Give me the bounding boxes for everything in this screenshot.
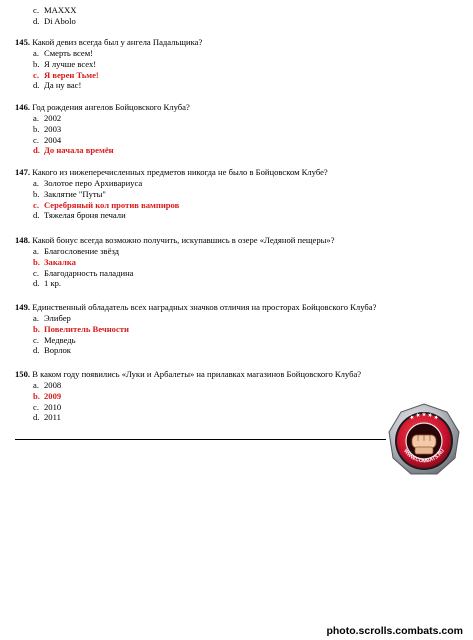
answer-text: Я верен Тьме! xyxy=(44,69,99,80)
answer-letter: b. xyxy=(33,58,40,69)
answer-text: 2008 xyxy=(44,380,62,390)
question-149 xyxy=(15,302,455,356)
answer-text: Закалка xyxy=(44,256,76,267)
answer-item xyxy=(15,124,455,135)
answer-text: 2011 xyxy=(44,412,61,423)
answer-text: Повелитель Вечности xyxy=(44,323,129,334)
answer-text: 2004 xyxy=(44,134,62,145)
question-146 xyxy=(15,102,455,156)
answer-list xyxy=(15,48,455,91)
answer-letter: a. xyxy=(33,380,39,390)
answer-letter: d. xyxy=(33,412,40,423)
correct-answer-item xyxy=(15,391,455,402)
answer-letter: c. xyxy=(33,401,39,412)
answer-letter: c. xyxy=(33,267,39,278)
footer-watermark: photo.scrolls.combats.com xyxy=(326,625,463,637)
answer-text: Смерть всем! xyxy=(44,48,94,58)
answer-letter: c. xyxy=(33,69,39,80)
answer-item xyxy=(15,5,76,16)
answer-letter: c. xyxy=(33,5,39,15)
correct-answer-item xyxy=(15,70,455,81)
question-text: Какого из нижеперечисленных предметов никогда не было в Бойцовском Клубе? xyxy=(32,167,328,177)
answer-letter: b. xyxy=(33,123,40,134)
previous-question-answers xyxy=(15,5,76,27)
correct-answer-item xyxy=(15,257,455,268)
answer-text: Di Abolo xyxy=(44,15,76,26)
answer-letter: b. xyxy=(33,188,40,199)
answer-text: Благодарность паладина xyxy=(44,267,134,278)
answer-text: 2003 xyxy=(44,123,62,134)
answer-text: 1 кр. xyxy=(44,278,62,289)
answer-item xyxy=(15,135,455,146)
correct-answer-item xyxy=(15,200,455,211)
answer-item xyxy=(15,80,455,91)
answer-item xyxy=(15,380,455,391)
answer-item xyxy=(15,113,455,124)
answer-item xyxy=(15,345,455,356)
answer-list xyxy=(15,246,455,289)
answer-item xyxy=(15,189,455,200)
answer-text: 2009 xyxy=(44,390,62,401)
answer-item xyxy=(15,178,455,189)
question-text: Единственный обладатель всех наградных значков отличия на просторах Бойцовского Клуба? xyxy=(32,302,377,312)
answer-item xyxy=(15,59,455,70)
question-text: В каком году появились «Луки и Арбалеты» на прилавках магазинов Бойцовского Клуба? xyxy=(32,369,362,379)
question-line xyxy=(15,167,455,178)
answer-letter: d. xyxy=(33,278,40,289)
fist-icon xyxy=(412,435,436,454)
question-text: Какой бонус всегда возможно получить, искупавшись в озере «Ледяной пещеры»? xyxy=(32,235,335,245)
question-line xyxy=(15,369,455,380)
answer-letter: d. xyxy=(33,80,40,91)
horizontal-divider xyxy=(15,439,386,440)
question-number: 149. xyxy=(15,302,31,312)
answer-text: Заклятие "Путы" xyxy=(44,188,106,199)
question-line xyxy=(15,102,455,113)
question-number: 148. xyxy=(15,235,31,245)
answer-letter: b. xyxy=(33,256,40,267)
question-number: 146. xyxy=(15,102,31,112)
answer-text: Медведь xyxy=(44,334,76,345)
emblem-graphic xyxy=(385,402,463,480)
answer-text: Ворлок xyxy=(44,345,71,356)
question-line xyxy=(15,302,455,313)
answer-item xyxy=(15,210,455,221)
question-147 xyxy=(15,167,455,221)
answer-list xyxy=(15,113,455,156)
answer-text: MAXXX xyxy=(44,5,77,15)
answer-letter: b. xyxy=(33,323,40,334)
question-line xyxy=(15,37,455,48)
answer-item xyxy=(15,268,455,279)
emblem-text-bottom: WWW.COMBATS.RU xyxy=(402,448,446,465)
emblem-text-top: ★ ★ ★ ★ ★ xyxy=(408,412,440,422)
answer-letter: a. xyxy=(33,313,39,323)
answer-letter: b. xyxy=(33,390,40,401)
answer-item xyxy=(15,16,76,27)
answer-text: До начала времён xyxy=(44,145,114,156)
answer-text: Благословение звёзд xyxy=(44,246,120,256)
correct-answer-item xyxy=(15,324,455,335)
answer-text: Элибер xyxy=(44,313,71,323)
answer-list xyxy=(15,313,455,356)
answer-item xyxy=(15,246,455,257)
question-text: Год рождения ангелов Бойцовского Клуба? xyxy=(32,102,190,112)
correct-answer-item xyxy=(15,145,455,156)
answer-letter: d. xyxy=(33,145,40,156)
answer-letter: d. xyxy=(33,15,40,26)
answer-letter: c. xyxy=(33,334,39,345)
answer-letter: c. xyxy=(33,134,39,145)
answer-letter: c. xyxy=(33,199,39,210)
answer-item xyxy=(15,48,455,59)
question-line xyxy=(15,235,455,246)
question-number: 150. xyxy=(15,369,31,379)
answer-item xyxy=(15,313,455,324)
answer-letter: a. xyxy=(33,246,39,256)
answer-text: Золотое перо Архивариуса xyxy=(44,178,143,188)
answer-text: Я лучше всех! xyxy=(44,58,97,69)
answer-letter: d. xyxy=(33,345,40,356)
answer-item xyxy=(15,335,455,346)
combats-fist-emblem-icon xyxy=(385,402,463,480)
answer-letter: a. xyxy=(33,48,39,58)
answer-letter: d. xyxy=(33,210,40,221)
answer-text: 2002 xyxy=(44,113,62,123)
question-text: Какой девиз всегда был у ангела Падальщика? xyxy=(32,37,203,47)
answer-text: Да ну вас! xyxy=(44,80,82,91)
answer-text: Тяжелая броня печали xyxy=(44,210,126,221)
question-145 xyxy=(15,37,455,91)
answer-text: Серебряный кол против вампиров xyxy=(44,199,180,210)
answer-letter: a. xyxy=(33,113,39,123)
answer-list xyxy=(15,178,455,221)
question-number: 147. xyxy=(15,167,31,177)
answer-text: 2010 xyxy=(44,401,62,412)
answer-item xyxy=(15,278,455,289)
question-148 xyxy=(15,235,455,289)
question-number: 145. xyxy=(15,37,31,47)
answer-letter: a. xyxy=(33,178,39,188)
